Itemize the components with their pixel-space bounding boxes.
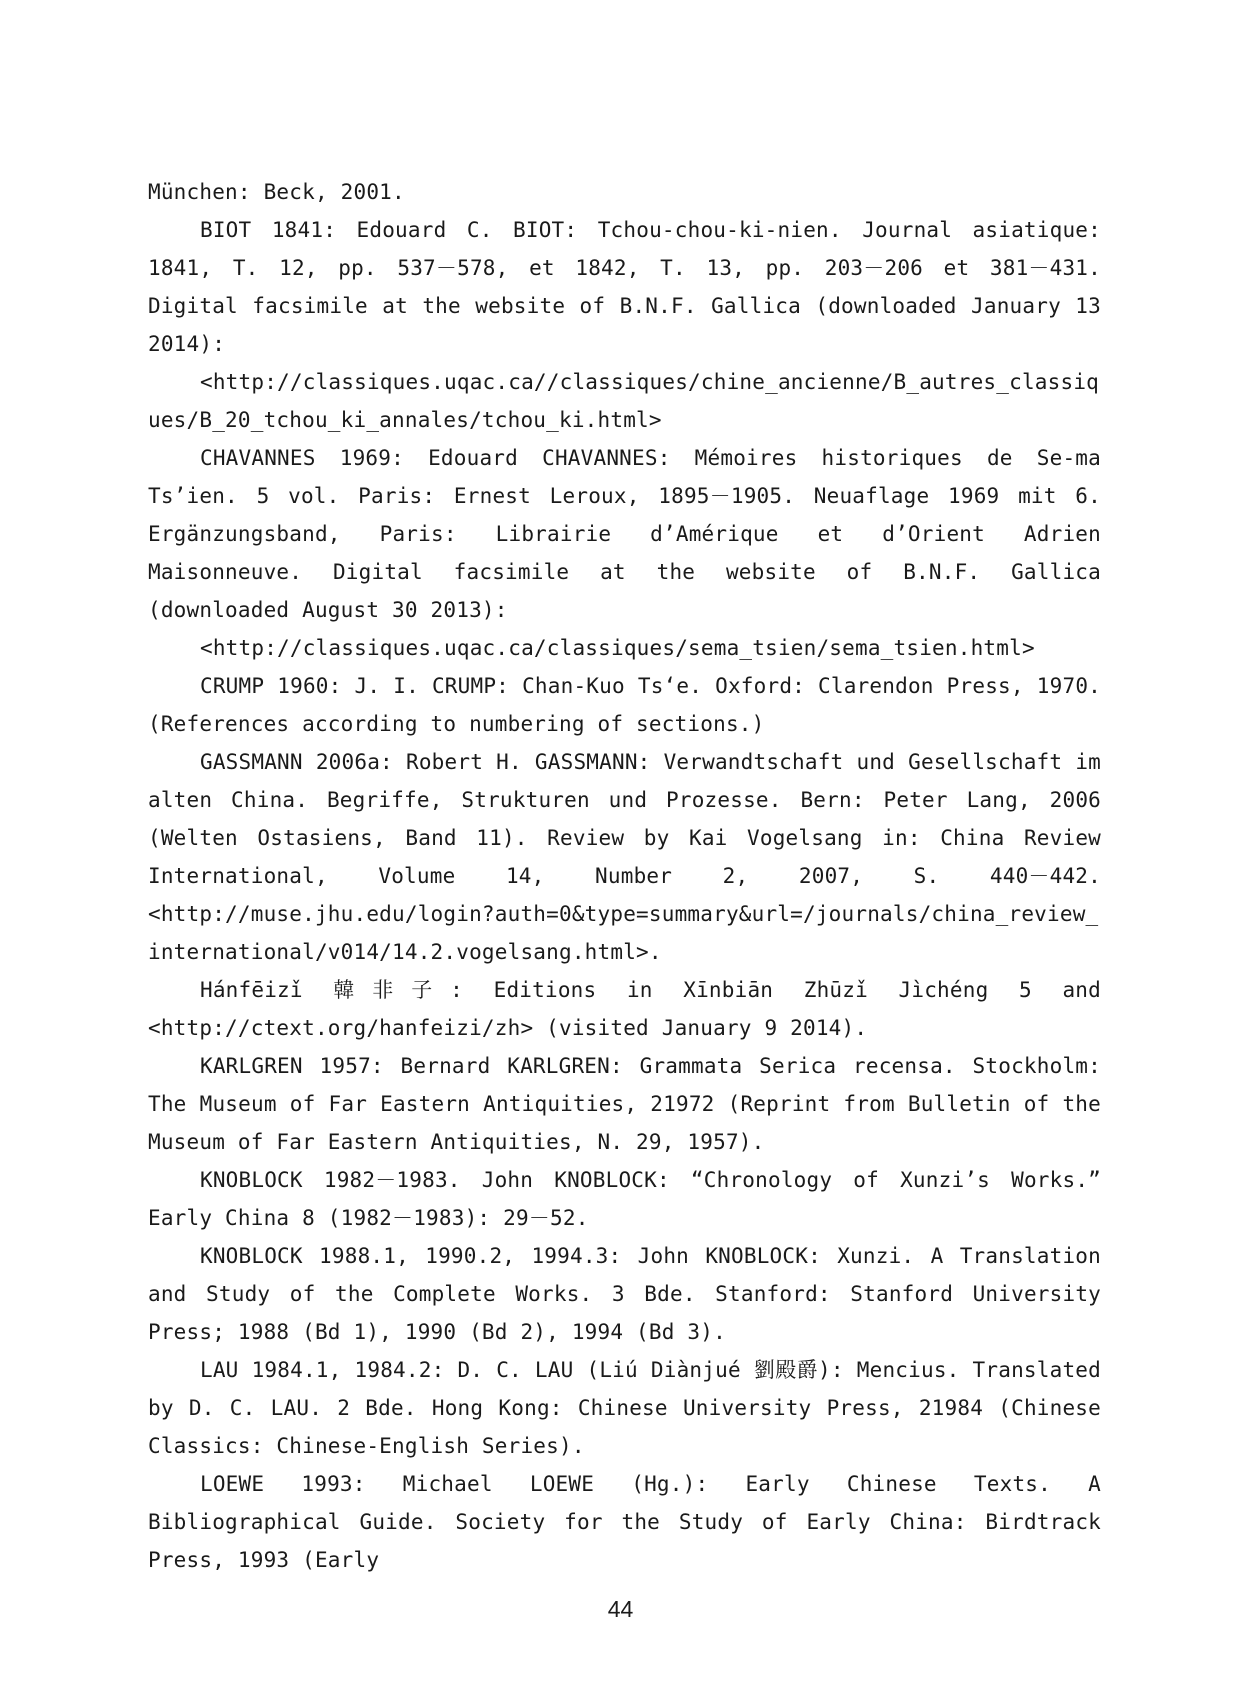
bibliography-entry-continuation: München: Beck, 2001. xyxy=(148,180,405,204)
bibliography-entry-lau-1984: LAU 1984.1, 1984.2: D. C. LAU (Liú Diànjué 劉殿爵): Mencius. Translated by D. C. LAU. 2 Bde. Hong Kong: Chinese University Press, 21984 (Chinese Classics: Chinese-English Series). xyxy=(148,1358,1101,1458)
bibliography-entry-hanfeizi: Hánfēizǐ 韓非子: Editions in Xīnbiān Zhūzǐ Jìchéng 5 and <http://ctext.org/hanfeizi/zh> (visited January 9 2014). xyxy=(148,978,1101,1040)
bibliography-entry-crump-1960: CRUMP 1960: J. I. CRUMP: Chan-Kuo Ts‘e. Oxford: Clarendon Press, 1970. (References according to numbering of sections.) xyxy=(148,674,1101,736)
bibliography-entry-karlgren-1957: KARLGREN 1957: Bernard KARLGREN: Grammata Serica recensa. Stockholm: The Museum of Far Eastern Antiquities, 21972 (Reprint from Bulletin of the Museum of Far Eastern Antiquities, N. 29, 1957). xyxy=(148,1054,1101,1154)
bibliography-entry-loewe-1993: LOEWE 1993: Michael LOEWE (Hg.): Early Chinese Texts. A Bibliographical Guide. Society for the Study of Early China: Birdtrack Press, 1993 (Early xyxy=(148,1472,1101,1572)
bibliography-entry-biot-1841: BIOT 1841: Edouard C. BIOT: Tchou-chou-ki-nien. Journal asiatique: 1841, T. 12, pp. 537－578, et 1842, T. 13, pp. 203－206 et 381－431. Digital facsimile at the website of B.N.F. Gallica (downloaded January 13 2014): xyxy=(148,218,1101,356)
bibliography-entry-knoblock-1982: KNOBLOCK 1982－1983. John KNOBLOCK: “Chronology of Xunzi’s Works.” Early China 8 (1982－1983): 29－52. xyxy=(148,1168,1101,1230)
page-number: 44 xyxy=(607,1596,634,1622)
bibliography-entry-knoblock-1988: KNOBLOCK 1988.1, 1990.2, 1994.3: John KNOBLOCK: Xunzi. A Translation and Study of the Complete Works. 3 Bde. Stanford: Stanford University Press; 1988 (Bd 1), 1990 (Bd 2), 1994 (Bd 3). xyxy=(148,1244,1101,1344)
bibliography-text xyxy=(148,173,1101,1579)
bibliography-url-chavannes: <http://classiques.uqac.ca/classiques/sema_tsien/sema_tsien.html> xyxy=(200,636,1035,660)
bibliography-entry-chavannes-1969: CHAVANNES 1969: Edouard CHAVANNES: Mémoires historiques de Se-ma Ts’ien. 5 vol. Paris: Ernest Leroux, 1895－1905. Neuaflage 1969 mit 6. Ergänzungsband, Paris: Librairie d’Amérique et d’Orient Adrien Maisonneuve. Digital facsimile at the website of B.N.F. Gallica (downloaded August 30 2013): xyxy=(148,446,1101,622)
bibliography-entry-gassmann-2006a: GASSMANN 2006a: Robert H. GASSMANN: Verwandtschaft und Gesellschaft im alten China. Begriffe, Strukturen und Prozesse. Bern: Peter Lang, 2006 (Welten Ostasiens, Band 11). Review by Kai Vogelsang in: China Review International, Volume 14, Number 2, 2007, S. 440－442. <http://muse.jhu.edu/login?auth=0&type=summary&url=/journals/china_review_ international/v014/14.2.vogelsang.html>. xyxy=(148,750,1101,964)
bibliography-url-biot: <http://classiques.uqac.ca//classiques/chine_ancienne/B_autres_classiques/B_20_tchou_ki_annales/tchou_ki.html> xyxy=(148,370,1100,432)
